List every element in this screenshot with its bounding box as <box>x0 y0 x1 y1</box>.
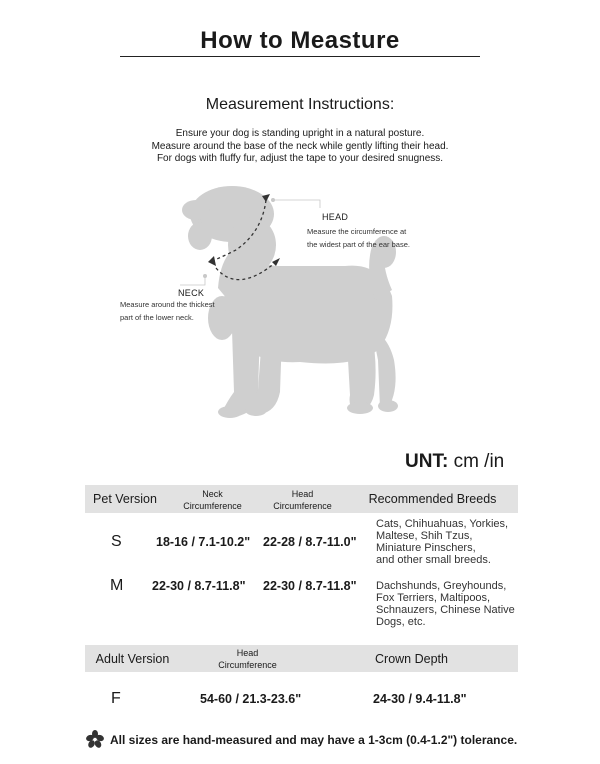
pet-version-header: Pet Version <box>93 492 157 506</box>
head-value-m: 22-30 / 8.7-11.8" <box>263 579 357 593</box>
instruction-line: For dogs with fluffy fur, adjust the tape to your desired snugness. <box>156 153 444 164</box>
size-f: F <box>111 690 121 707</box>
instruction-line: Measure around the base of the neck while gently lifting their head. <box>151 140 449 152</box>
adult-version-header: Adult Version <box>95 652 170 666</box>
breeds-m: Dachshunds, Greyhounds, Fox Terriers, Maltipoos, Schnauzers, Chinese Native Dogs, etc. <box>376 580 515 628</box>
neck-description: Measure around the thickest part of the lower neck. <box>120 300 215 322</box>
flower-icon <box>86 730 104 748</box>
size-m: M <box>110 577 124 594</box>
neck-label: NECK <box>178 288 205 298</box>
instructions-heading: Measurement Instructions: <box>205 96 395 113</box>
page-title: How to Measture <box>200 27 400 54</box>
adult-head-circumference-header: Head Circumference <box>218 648 277 670</box>
unit-indicator <box>405 451 504 473</box>
crown-depth-header: Crown Depth <box>375 652 448 666</box>
unit-label: UNT: <box>405 451 449 472</box>
neck-value-m: 22-30 / 8.7-11.8" <box>152 579 246 593</box>
neck-circumference-header: Neck Circumference <box>183 489 242 511</box>
tolerance-note: All sizes are hand-measured and may have a 1-3cm (0.4-1.2") tolerance. <box>110 733 518 747</box>
crown-depth-value-f: 24-30 / 9.4-11.8" <box>373 692 467 706</box>
size-s: S <box>111 533 122 550</box>
unit-value: cm /in <box>453 451 505 472</box>
instruction-line: Ensure your dog is standing upright in a natural posture. <box>175 128 425 139</box>
neck-value-s: 18-16 / 7.1-10.2" <box>156 535 251 549</box>
head-label: HEAD <box>322 212 349 222</box>
breeds-s: Cats, Chihuahuas, Yorkies, Maltese, Shih Tzus, Miniature Pinschers, and other small breeds. <box>376 518 509 566</box>
adult-head-value-f: 54-60 / 21.3-23.6" <box>200 692 302 706</box>
head-circumference-header: Head Circumference <box>273 489 332 511</box>
head-value-s: 22-28 / 8.7-11.0" <box>263 535 357 549</box>
recommended-breeds-header: Recommended Breeds <box>368 492 497 506</box>
head-description: Measure the circumference at the widest part of the ear base. <box>307 227 410 249</box>
